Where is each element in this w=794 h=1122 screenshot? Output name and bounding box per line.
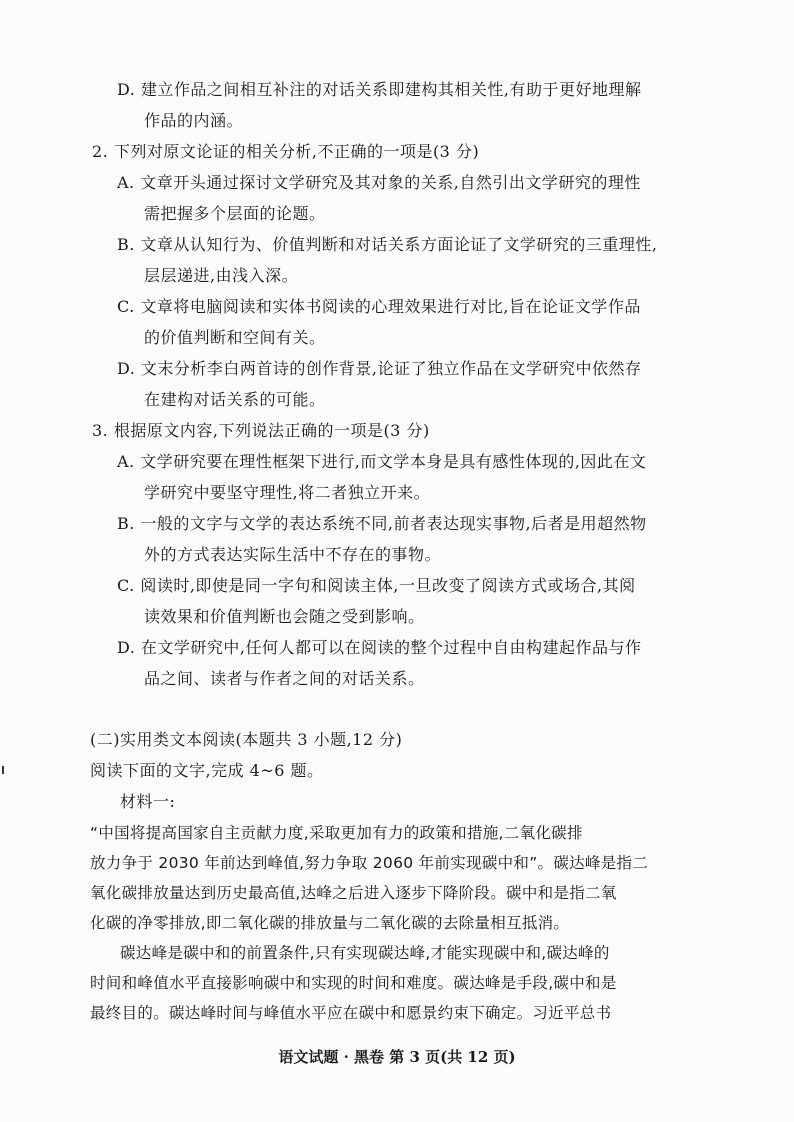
q2-option-b-line1: B. 文章从认知行为、价值判断和对话关系方面论证了文学研究的三重理性, [117, 235, 658, 254]
q1-option-d-line1: D. 建立作品之间相互补注的对话关系即建构其相关性,有助于更好地理解 [117, 80, 642, 99]
q3-option-c-line2: 读效果和价值判断也会随之受到影响。 [144, 607, 425, 626]
material-label: 材料一: [120, 792, 176, 811]
material-p1-line1: “中国将提高国家自主贡献力度,采取更加有力的政策和措施,二氧化碳排 [90, 824, 583, 842]
q2-option-c-line1: C. 文章将电脑阅读和实体书阅读的心理效果进行对比,旨在论证文学作品 [117, 297, 641, 316]
q2-option-d-line1: D. 文末分析李白两首诗的创作背景,论证了独立作品在文学研究中依然存 [117, 359, 642, 378]
q2-stem: 2. 下列对原文论证的相关分析,不正确的一项是(3 分) [92, 142, 480, 161]
q1-option-d-line2: 作品的内涵。 [144, 111, 244, 130]
q2-option-c-line2: 的价值判断和空间有关。 [144, 328, 326, 347]
q3-option-b-line2: 外的方式表达实际生活中不存在的事物。 [144, 545, 442, 564]
q2-option-b-line2: 层层递进,由浅入深。 [144, 266, 299, 285]
q3-stem: 3. 根据原文内容,下列说法正确的一项是(3 分) [92, 421, 430, 440]
material-p2-line3: 最终目的。碳达峰时间与峰值水平应在碳中和愿景约束下确定。习近平总书 [90, 1004, 612, 1022]
material-p1-line4: 化碳的净零排放,即二氧化碳的排放量与二氧化碳的去除量相互抵消。 [90, 914, 570, 932]
page-footer: 语文试题 · 黑卷 第 3 页(共 12 页) [278, 1048, 516, 1066]
q3-option-a-line2: 学研究中要坚守理性,将二者独立开来。 [144, 483, 431, 502]
scan-mark [2, 766, 4, 774]
material-p1-line2: 放力争于 2030 年前达到峰值,努力争取 2060 年前实现碳中和”。碳达峰是指二 [90, 854, 649, 872]
q2-option-a-line1: A. 文章开头通过探讨文学研究及其对象的关系,自然引出文学研究的理性 [117, 173, 641, 192]
material-p1-line3: 氧化碳排放量达到历史最高值,达峰之后进入逐步下降阶段。碳中和是指二氧 [90, 884, 617, 902]
q3-option-d-line1: D. 在文学研究中,任何人都可以在阅读的整个过程中自由构建起作品与作 [117, 638, 642, 657]
material-p2-line1: 碳达峰是碳中和的前置条件,只有实现碳达峰,才能实现碳中和,碳达峰的 [120, 944, 610, 962]
q2-option-a-line2: 需把握多个层面的论题。 [144, 204, 326, 223]
section2-heading: (二)实用类文本阅读(本题共 3 小题,12 分) [90, 730, 403, 749]
section2-instruction: 阅读下面的文字,完成 4~6 题。 [90, 761, 324, 780]
q3-option-b-line1: B. 一般的文字与文学的表达系统不同,前者表达现实事物,后者是用超然物 [117, 514, 647, 533]
material-p2-line2: 时间和峰值水平直接影响碳中和实现的时间和难度。碳达峰是手段,碳中和是 [90, 974, 617, 992]
q3-option-d-line2: 品之间、读者与作者之间的对话关系。 [144, 669, 425, 688]
q2-option-d-line2: 在建构对话关系的可能。 [144, 390, 326, 409]
q3-option-a-line1: A. 文学研究要在理性框架下进行,而文学本身是具有感性体现的,因此在文 [117, 452, 647, 471]
q3-option-c-line1: C. 阅读时,即使是同一字句和阅读主体,一旦改变了阅读方式或场合,其阅 [117, 576, 636, 595]
